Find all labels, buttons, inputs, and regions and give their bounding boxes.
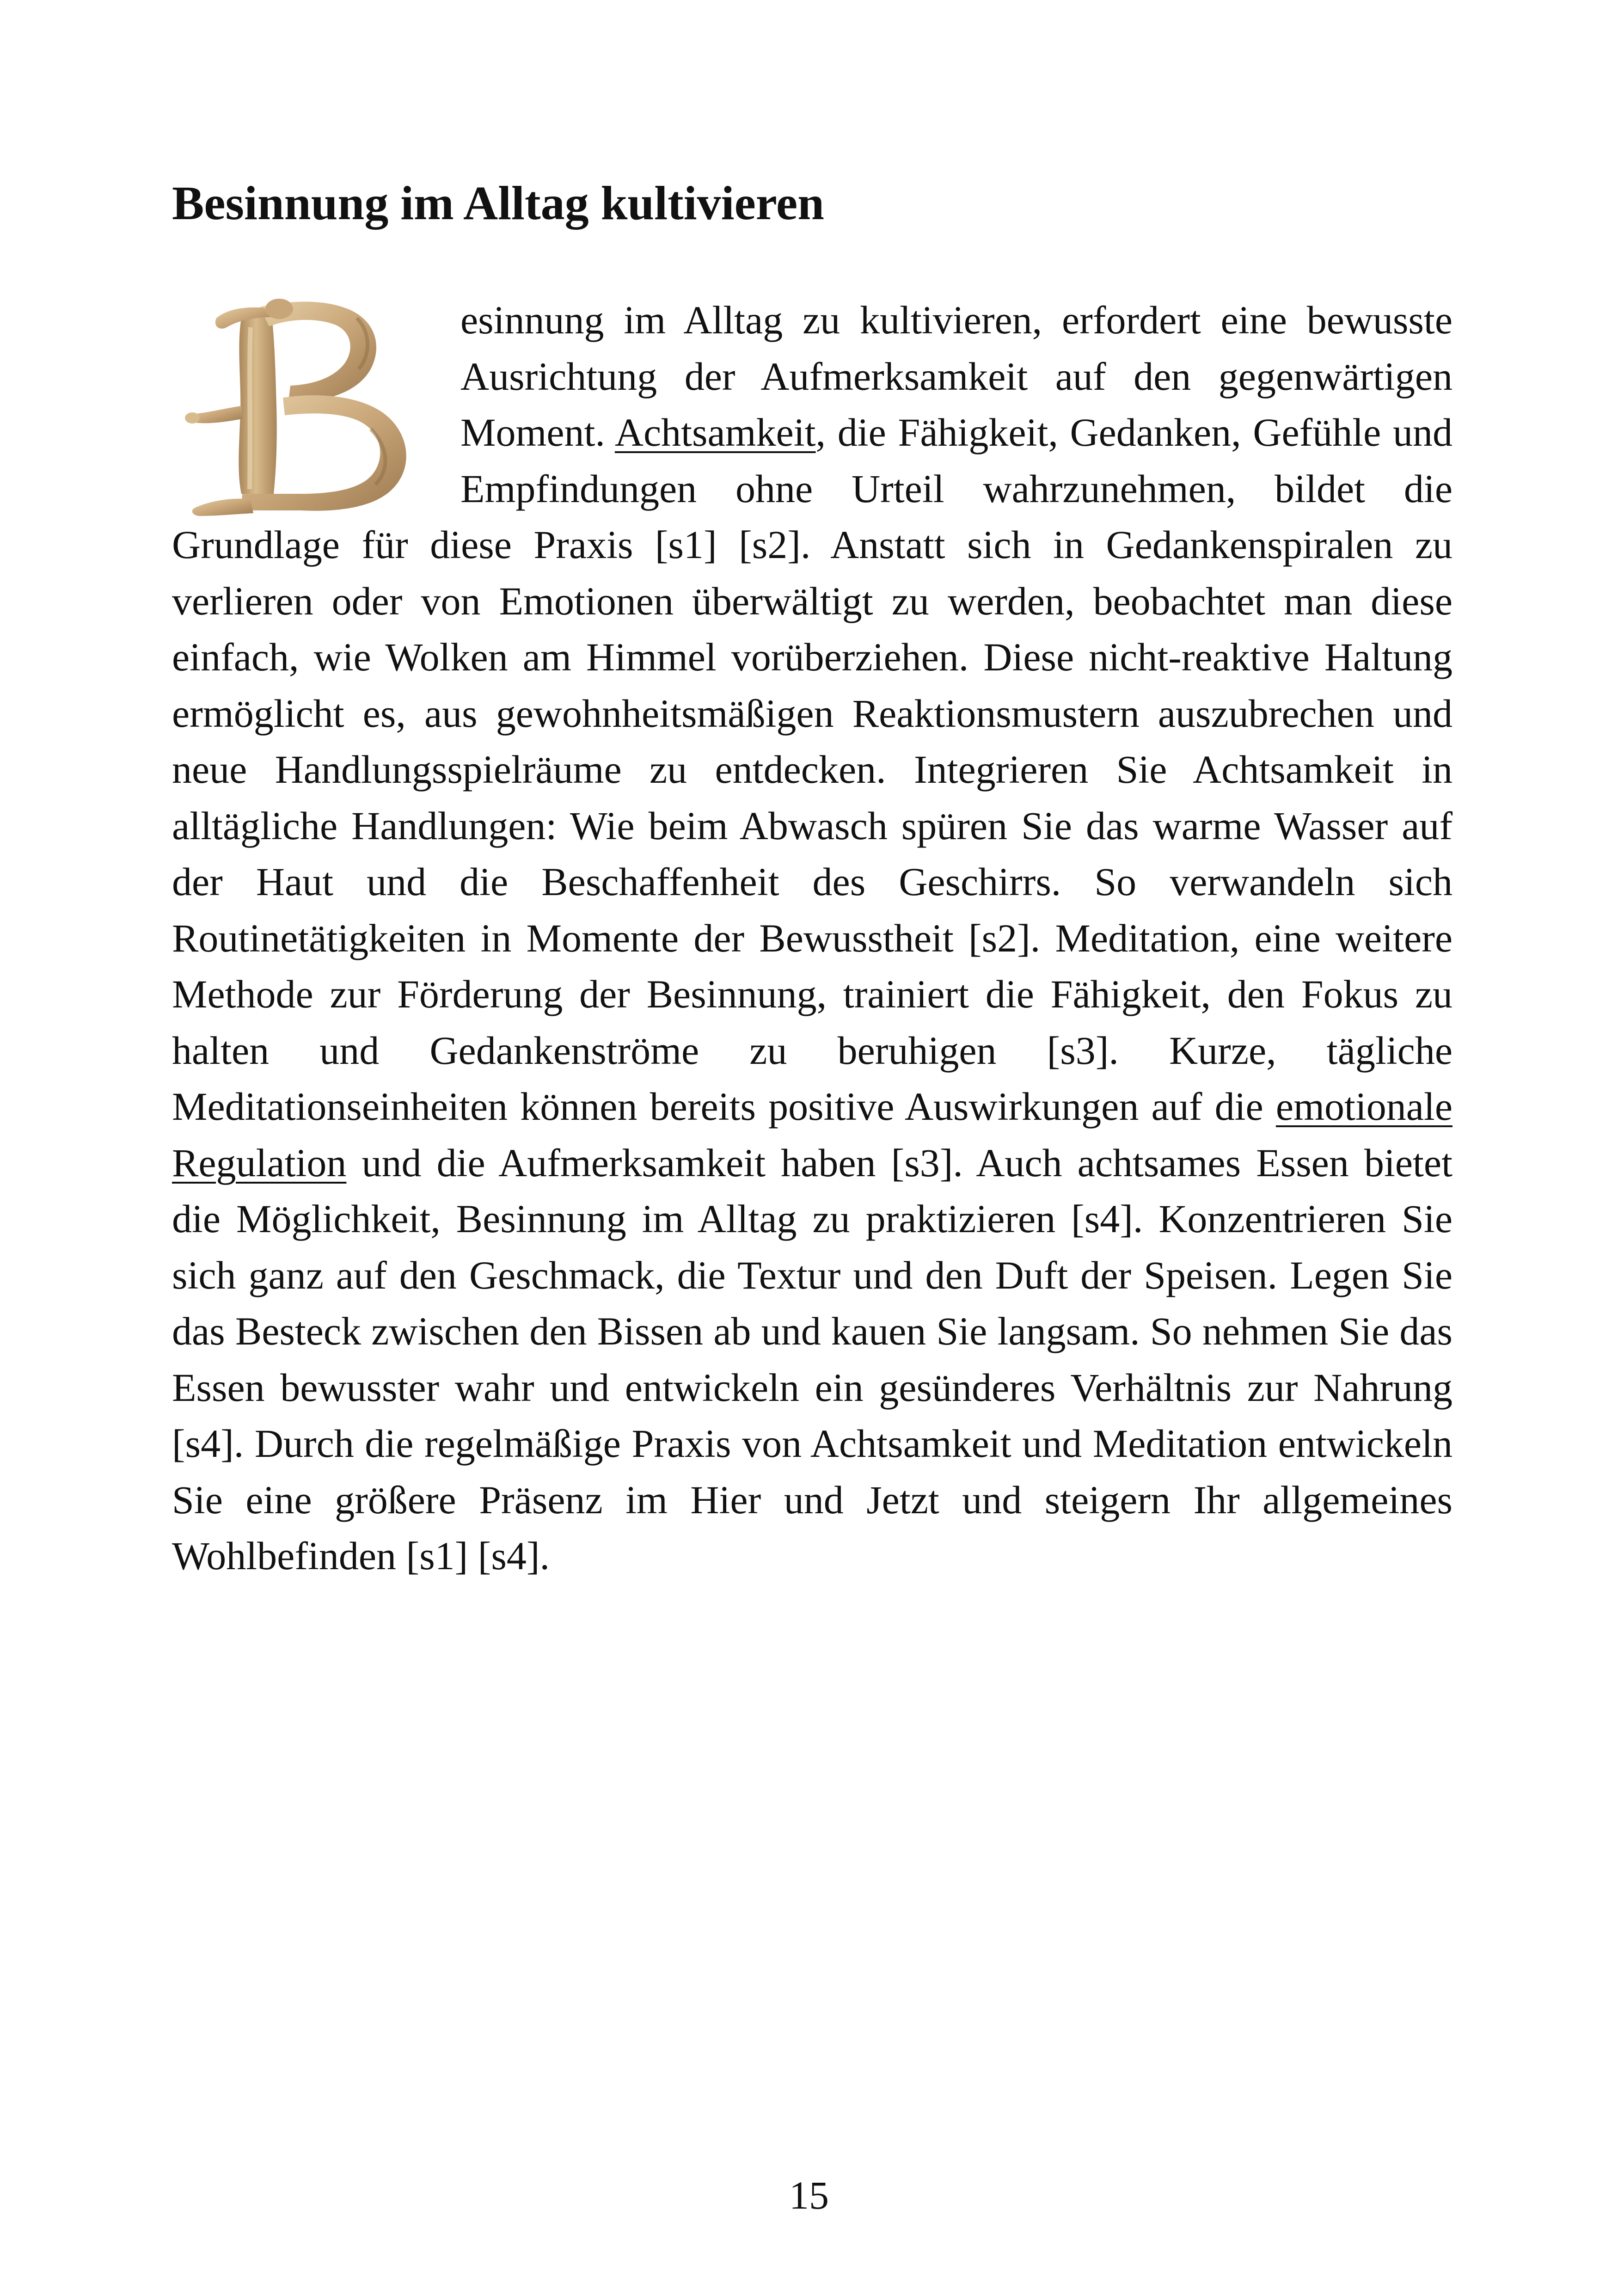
page-number: 15 — [789, 2173, 829, 2217]
body-paragraph — [172, 292, 1453, 1584]
paragraph-text-segment: esinnung im Alltag zu kultivieren, erfordert eine bewusste Ausrichtung der Aufmerksamkeit auf den gegenwärtigen Moment. — [460, 298, 1453, 454]
dropcap-figure-b-icon — [172, 290, 431, 515]
underlined-term: Achtsamkeit — [614, 410, 816, 454]
page-title: Besinnung im Alltag kultivieren — [172, 177, 825, 230]
paragraph-text-segment: und die Aufmerksamkeit haben [s3]. Auch achtsames Essen bietet die Möglichkeit, Besinnung im Alltag zu praktizieren [s4]. Konzentrieren Sie sich ganz auf den Geschmack, die Textur und den Duft der Speisen. Legen Sie das Besteck zwischen den Bissen ab und kauen Sie langsam. So nehmen Sie das Essen bewusster wahr und entwickeln ein gesünderes Verhältnis zur Nahrung [s4]. Durch die regelmäßige Praxis von Achtsamkeit und Meditation entwickeln Sie eine größere Präsenz im Hier und Jetzt und steigern Ihr allgemeines Wohlbefinden [s1] [s4]. — [172, 1140, 1453, 1578]
underlined-term: emotionale Regulation — [172, 1084, 1453, 1185]
paragraph-text-segment: , die Fähigkeit, Gedanken, Gefühle und Empfindungen ohne Urteil wahrzunehmen, bildet die Grundlage für diese Praxis [s1] [s2]. Anstatt sich in Gedankenspiralen zu verlieren oder von Emotionen überwältigt zu werden, beobachtet man diese einfach, wie Wolken am Himmel vorüberziehen. Diese nicht-reaktive Haltung ermöglicht es, aus gewohnheitsmäßigen Reaktionsmustern auszubrechen und neue Handlungsspielräume zu entdecken. Integrieren Sie Achtsamkeit in alltägliche Handlungen: Wie beim Abwasch spüren Sie das warme Wasser auf der Haut und die Beschaffenheit des Geschirrs. So verwandeln sich Routinetätigkeiten in Momente der Bewusstheit [s2]. Meditation, eine weitere Methode zur Förderung der Besinnung, trainiert die Fähigkeit, den Fokus zu halten und Gedankenströme zu beruhigen [s3]. Kurze, tägliche Meditationseinheiten können bereits positive Auswirkungen auf die — [172, 410, 1453, 1129]
